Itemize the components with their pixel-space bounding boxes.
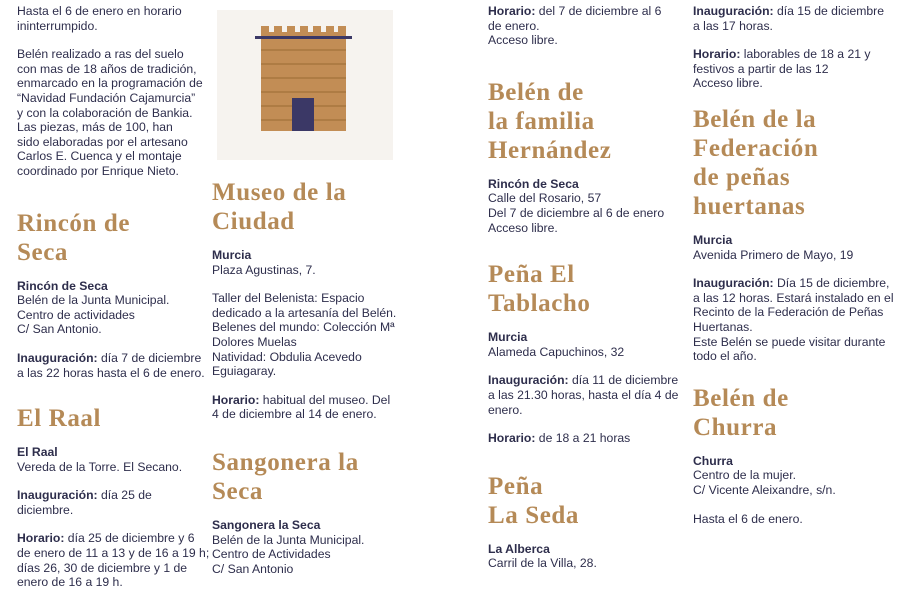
churra-location: Churra Centro de la mujer. C/ Vicente Aleixandre, s/n. (693, 453, 836, 497)
rincon-de-seca-inauguration: Inauguración: día 7 de diciembre a las 22 horas hasta el 6 de enero. (17, 350, 205, 380)
section-title-sangonera-la-seca: Sangonera la Seca (212, 448, 359, 505)
previous-schedule-col4: Horario: laborables de 18 a 21 y festivos a partir de las 12 Acceso libre. (693, 47, 871, 91)
previous-inauguration: Inauguración: día 15 de diciembre a las 17 horas. (693, 4, 885, 33)
churra-dates: Hasta el 6 de enero. (693, 511, 803, 526)
seda-location: La Alberca Carril de la Villa, 28. (488, 541, 597, 571)
section-title-belen-de-churra: Belén de Churra (693, 384, 789, 441)
el-raal-location: El Raal Vereda de la Torre. El Secano. (17, 445, 183, 474)
section-title-pena-la-seda: Peña La Seda (488, 472, 580, 529)
intro-description: Belén realizado a ras del suelo con mas de 18 años de tradición, enmarcado en la programación de “Navidad Fundación Cajamurcia” y con la colaboración de Bankia. Las piezas, más de 100, han sido elaboradas por el artesano Carlos E. Cuenca y el montaje coordinado por Enrique Nieto. (17, 47, 203, 178)
hernandez-location: Rincón de Seca Calle del Rosario, 57 Del 7 de diciembre al 6 de enero Acceso libre. (488, 176, 665, 235)
museo-schedule: Horario: habitual del museo. Del 4 de diciembre al 14 de enero. (212, 392, 391, 422)
section-title-rincon-de-seca: Rincón de Seca (17, 209, 131, 266)
tablacho-location: Murcia Alameda Capuchinos, 32 (488, 330, 625, 359)
museo-location: Murcia Plaza Agustinas, 7. (212, 248, 316, 277)
section-title-el-raal: El Raal (17, 405, 102, 433)
sangonera-location: Sangonera la Seca Belén de la Junta Municipal. Centro de Actividades C/ San Antonio (212, 517, 365, 576)
column-3 (488, 0, 688, 571)
section-title-museo-de-la-ciudad: Museo de la Ciudad (212, 179, 347, 235)
section-title-belen-federacion: Belén de la Federación de peñas huertanas (693, 105, 819, 220)
tablacho-inauguration: Inauguración: día 11 de diciembre a las 21.30 horas, hasta el día 4 de enero. (488, 373, 679, 417)
tablacho-schedule: Horario: de 18 a 21 horas (488, 431, 631, 446)
section-title-pena-el-tablacho: Peña El Tablacho (488, 261, 591, 318)
intro-text: Hasta el 6 de enero en horario ininterrumpido. (17, 4, 182, 33)
federacion-inauguration: Inauguración: Día 15 de diciembre, a las 12 horas. Estará instalado en el Recinto de la Federación de Peñas Huertanas. Este Belén se puede visitar durante todo el año. (693, 276, 894, 364)
column-1 (17, 0, 210, 590)
section-title-belen-familia-hernandez: Belén de la familia Hernández (488, 78, 612, 164)
el-raal-schedule: Horario: día 25 de diciembre y 6 de enero de 11 a 13 y de 16 a 19 h; días 26, 30 de diciembre y 1 de enero de 16 a 19 h. (17, 531, 210, 590)
federacion-location: Murcia Avenida Primero de Mayo, 19 (693, 232, 854, 262)
rincon-de-seca-location: Rincón de Seca Belén de la Junta Municipal. Centro de actividades C/ San Antonio. (17, 278, 170, 337)
column-2 (212, 178, 402, 576)
museo-description: Taller del Belenista: Espacio dedicado a la artesanía del Belén. Belenes del mundo: Colección Mª Dolores Muelas Natividad: Obdulia Acevedo Eguiagaray. (212, 291, 397, 379)
tower-icon (217, 10, 393, 160)
el-raal-inauguration: Inauguración: día 25 de diciembre. (17, 488, 152, 517)
previous-schedule: Horario: del 7 de diciembre al 6 de enero. Acceso libre. (488, 4, 662, 48)
museum-tower-illustration (217, 10, 393, 160)
column-4 (693, 0, 893, 526)
